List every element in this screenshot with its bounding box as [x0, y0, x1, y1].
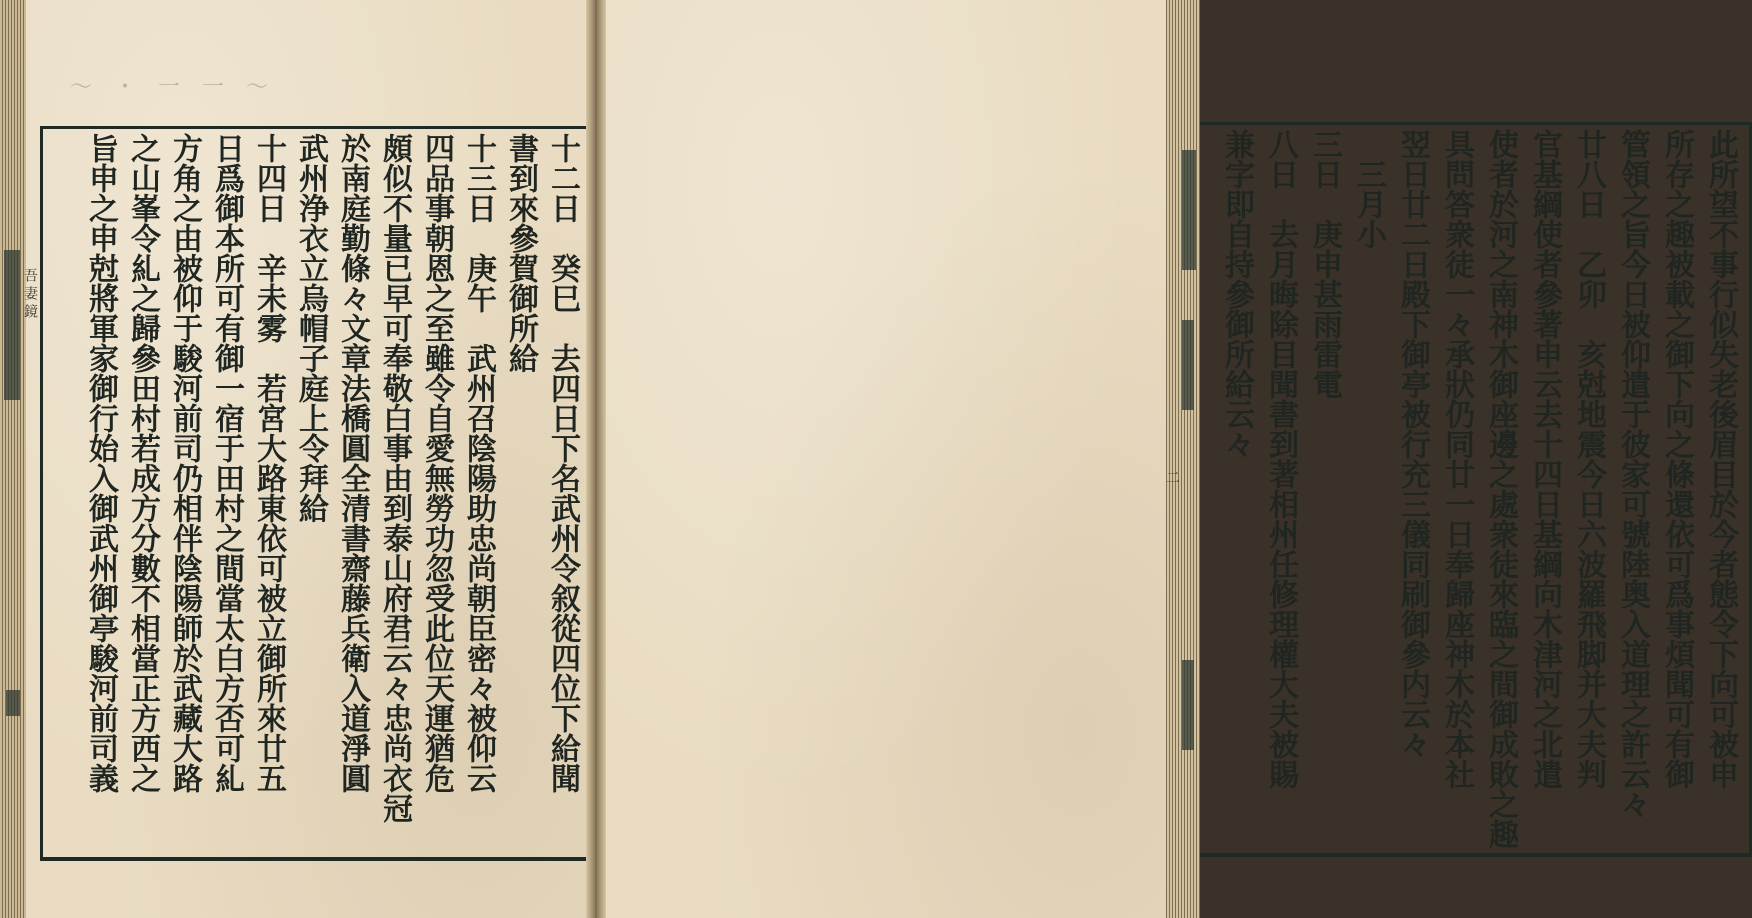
text-column: 此所望不事行似失老後眉目於今者態令下向可被申: [1703, 129, 1738, 789]
text-column: 十三日 庚午 武州召陰陽助忠尚朝臣密々被仰云: [461, 133, 496, 793]
text-column: 武州浄衣立烏帽子庭上令拜給: [293, 133, 328, 523]
tab-mark: [1182, 150, 1196, 270]
text-column: 書到來參賀御所給: [503, 133, 538, 373]
text-column: 方角之由被仰于駿河前司仍相伴陰陽師於武藏大路: [167, 133, 202, 793]
right-page-stack-edge: [1166, 0, 1200, 918]
left-page-stack-edge: [0, 0, 38, 918]
text-column: 十四日 辛未雾 若宮大路東依可被立御所來廿五: [251, 133, 286, 793]
text-column: 兼字即自持參御所給云々: [1219, 129, 1254, 459]
text-column: 翌日廿二日殿下御亭被行充三儀同刷御參内云々: [1395, 129, 1430, 759]
left-page: [0, 0, 597, 918]
tab-mark: [6, 690, 20, 716]
text-column: 於南庭勤條々文章法橋圓全清書齋藤兵衛入道淨圓: [335, 133, 370, 793]
text-column: 八日 去月晦除目聞書到著相州任修理權大夫被賜: [1263, 129, 1298, 789]
right-page: [597, 0, 1738, 918]
text-column: 三月小: [1351, 129, 1386, 249]
text-column: 四品事朝恩之至雖令自愛無勞功忽受此位天運猶危: [419, 133, 454, 793]
left-edge-label: 吾妻鏡: [22, 268, 38, 322]
text-column: 廿八日 乙卯 亥尅地震今日六波羅飛脚并大夫判: [1571, 129, 1606, 789]
tab-mark: [1182, 660, 1194, 750]
right-edge-label: 二: [1164, 470, 1180, 488]
text-column: 旨申之申尅將軍家御行始入御武州御亭駿河前司義: [83, 133, 118, 793]
left-text-frame: [40, 126, 589, 861]
text-column: 十二日 癸巳 去四日下名武州令叙從四位下給聞: [545, 133, 580, 793]
book-spine: [586, 0, 606, 918]
text-column: 使者於河之南神木御座邊之處衆徒來臨之間御成敗之趣: [1483, 129, 1518, 849]
text-column: 三日 庚申甚雨雷電: [1307, 129, 1342, 399]
right-text-columns: [1199, 129, 1741, 847]
right-text-frame: [1197, 122, 1752, 857]
tab-mark: [4, 250, 20, 400]
text-column: 管領之旨今日被仰遣于彼家可號陸奥入道理之許云々: [1615, 129, 1650, 819]
left-text-columns: [49, 133, 583, 851]
bleed-through-marks: 〜 ・ 一 一 〜: [70, 75, 269, 100]
tab-mark: [1182, 320, 1194, 410]
text-column: 所存之趣被載之御下向之條還依可爲事煩聞可有御: [1659, 129, 1694, 789]
text-column: 具問答衆徒一々承狀仍同廿一日奉歸座神木於本社: [1439, 129, 1474, 789]
text-column: 頗似不量已早可奉敬白事由到泰山府君云々忠尚衣冠: [377, 133, 412, 823]
text-column: 官基綱使者參著申云去十四日基綱向木津河之北遣: [1527, 129, 1562, 789]
text-column: 日爲御本所可有御一宿于田村之間當太白方否可糺: [209, 133, 244, 793]
text-column: 之山峯令糺之歸參田村若成方分數不相當正方西之: [125, 133, 160, 793]
